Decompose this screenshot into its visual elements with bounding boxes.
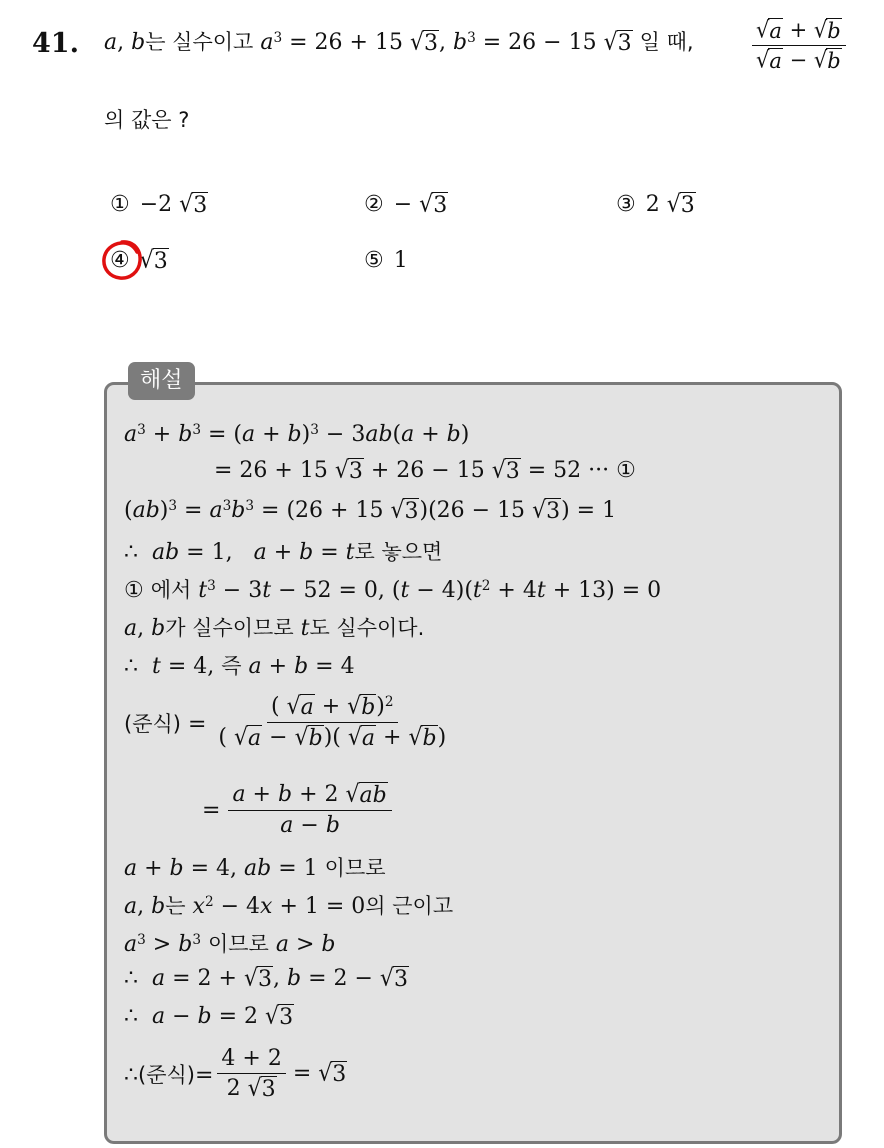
question-number: 41. — [32, 28, 79, 59]
answer-circle-mark — [100, 238, 144, 282]
solution-line-9: = a + b + 2 √ ab a − b — [202, 782, 395, 838]
solution-line-7: ∴ t = 4, 즉 a + b = 4 — [124, 654, 355, 679]
solution-line-15: ∴(준식)= 4 + 2 2 √ 3 = √ 3 — [124, 1046, 347, 1102]
solution-tag: 해설 — [128, 362, 195, 400]
solution-line-11: a, b는 $x^2 - 4x + 1 = 0$의 근이고 — [124, 893, 454, 919]
solution-line-13: ∴ a = 2 + √ 3 , b = 2 − √ 3 — [124, 964, 408, 992]
choice-2[interactable]: ② − √ 3 — [364, 190, 448, 218]
choice-mark: ④ — [110, 248, 130, 273]
question-fraction: √ a + √ b √ a − √ b — [752, 18, 846, 73]
question-tail: 의 값은 ? — [104, 108, 190, 132]
solution-line-1: $a^3 + b^3 = (a + b)^3 - 3ab(a + b)$ — [124, 421, 470, 447]
solution-line-12: $a^3 > b^3$ 이므로 a > b — [124, 931, 336, 957]
solution-line-10: a + b = 4, ab = 1 이므로 — [124, 856, 386, 881]
choice-5[interactable]: ⑤ 1 — [364, 248, 408, 273]
choice-mark: ① — [110, 192, 130, 217]
solution-line-3: $(ab)^3 = a^3b^3 = (26 + 15$ √ 3 )(26 − 15 √ 3 ) = 1 — [124, 496, 617, 524]
solution-line-2: = 26 + 15 √ 3 + 26 − 15 √ 3 = 52 ··· ① — [214, 456, 636, 484]
solution-line-4: ∴ ab = 1, a + b = t로 놓으면 — [124, 540, 443, 565]
choice-4[interactable]: ④ √ 3 — [110, 246, 168, 274]
choice-3[interactable]: ③ 2 √ 3 — [616, 190, 695, 218]
solution-line-5: ① 에서 $t^3 - 3t - 52 = 0$, $(t - 4)(t^2 + 4t + 13) = 0$ — [124, 577, 662, 603]
choice-mark: ③ — [616, 192, 636, 217]
solution-line-6: a, b가 실수이므로 t도 실수이다. — [124, 616, 425, 641]
question-line: a, b는 실수이고 $a^3 = 26 + 15$ √ 3 , $b^3 = 26 - 15$ √ 3 일 때, — [104, 28, 694, 56]
choice-mark: ⑤ — [364, 248, 384, 273]
solution-line-14: ∴ a − b = 2 √ 3 — [124, 1002, 294, 1030]
choice-mark: ② — [364, 192, 384, 217]
choice-1[interactable]: ① −2 √ 3 — [110, 190, 208, 218]
solution-line-8: (준식) = ( √ a + √ b )$^2$ ( √ a − √ b )( √ a + √ b ) — [124, 692, 447, 752]
